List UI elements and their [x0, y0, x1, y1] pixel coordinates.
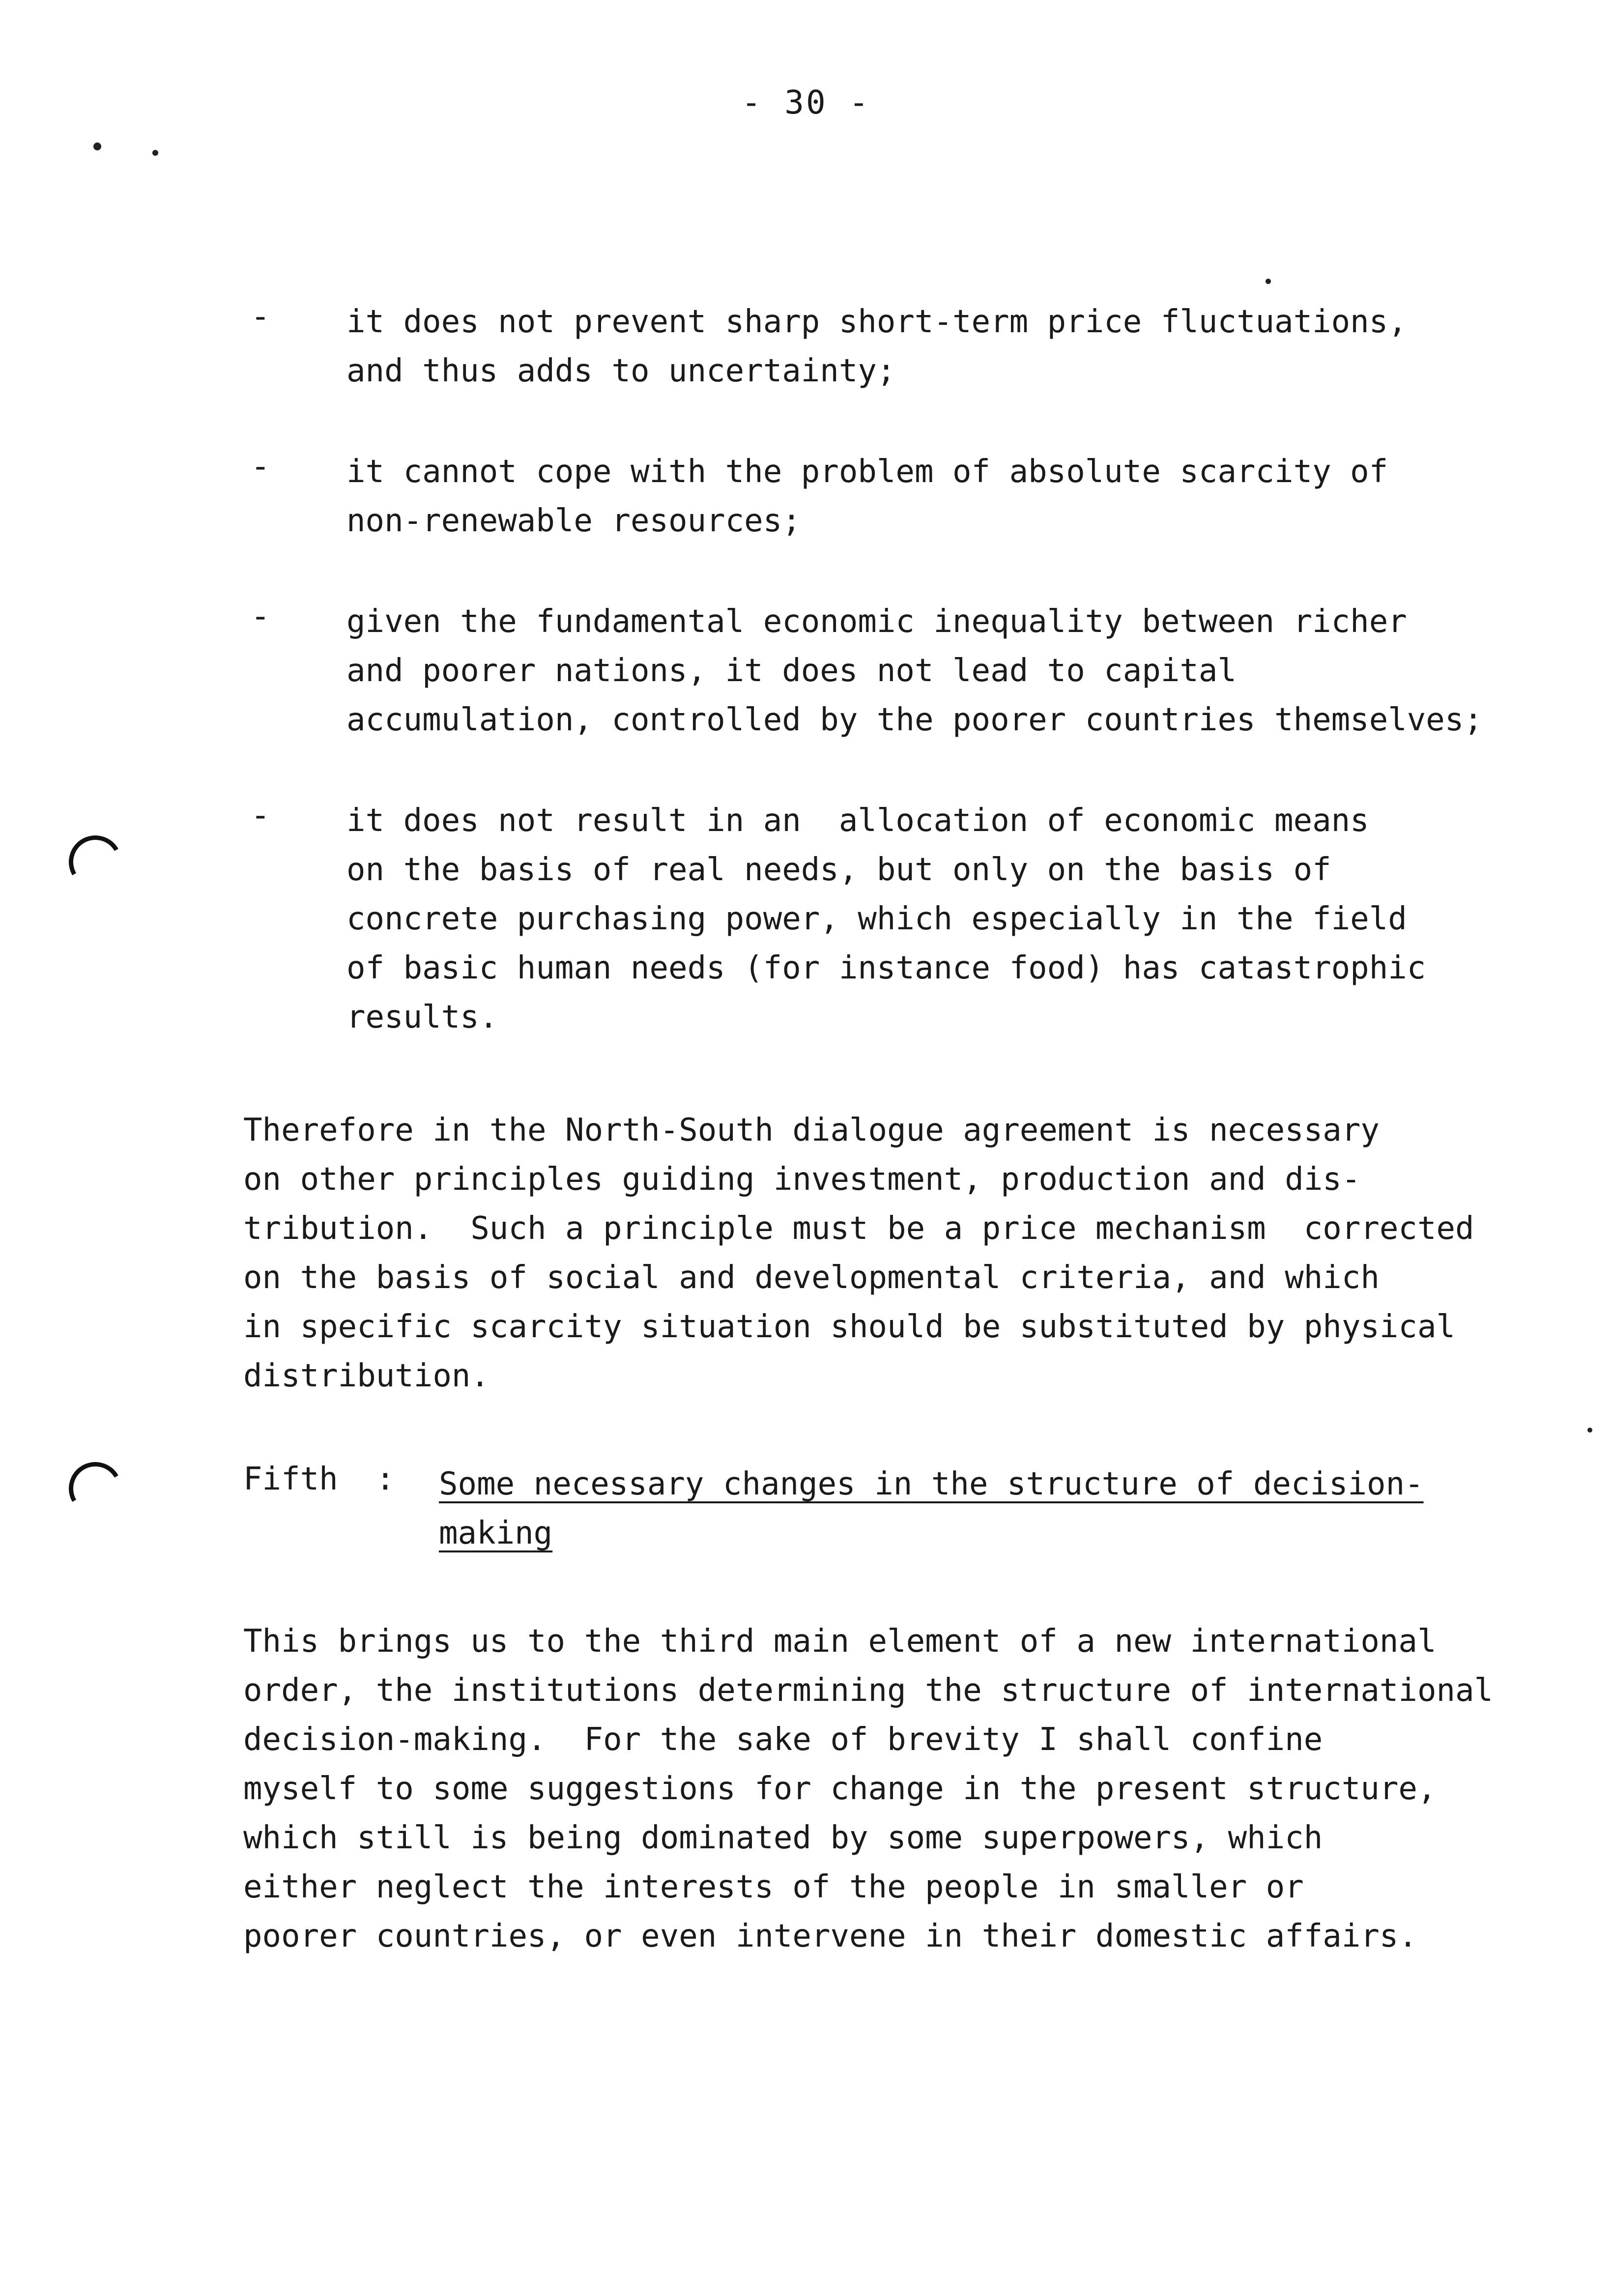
punch-hole-mark — [63, 1456, 128, 1521]
text-line: and poorer nations, it does not lead to capital — [346, 653, 1237, 689]
title-line: Some necessary changes in the structure of decision- — [439, 1466, 1424, 1502]
text-line: it does not result in an allocation of economic means — [346, 803, 1369, 839]
bullet-item-text — [346, 297, 1575, 396]
text-line: Therefore in the North-South dialogue agreement is necessary — [243, 1112, 1380, 1148]
text-line: it cannot cope with the problem of absolute scarcity of — [346, 454, 1388, 490]
text-line: on the basis of social and developmental criteria, and which — [243, 1260, 1380, 1296]
text-line: tribution. Such a principle must be a price mechanism corrected — [243, 1210, 1474, 1247]
page-number: - 30 - — [741, 84, 871, 121]
bullet-dash: - — [251, 796, 270, 834]
scan-speck — [93, 143, 101, 150]
bullet-dash: - — [251, 297, 270, 335]
text-line: which still is being dominated by some superpowers, which — [243, 1820, 1323, 1856]
punch-hole-mark — [63, 830, 128, 894]
section-label: Fifth : — [243, 1461, 395, 1497]
text-line: distribution. — [243, 1358, 489, 1394]
text-line: on other principles guiding investment, production and dis- — [243, 1161, 1361, 1198]
bullet-item-text — [346, 447, 1575, 545]
text-line: decision-making. For the sake of brevity I shall confine — [243, 1722, 1323, 1758]
text-line: non-renewable resources; — [346, 503, 801, 539]
bullet-dash: - — [251, 447, 270, 485]
text-line: either neglect the interests of the people in smaller or — [243, 1869, 1304, 1905]
text-line: results. — [346, 999, 498, 1035]
text-line: accumulation, controlled by the poorer countries themselves; — [346, 702, 1483, 738]
scan-speck — [152, 150, 158, 156]
text-line: order, the institutions determining the structure of international — [243, 1672, 1494, 1709]
text-line: on the basis of real needs, but only on the basis of — [346, 852, 1331, 888]
body-paragraph — [243, 1106, 1580, 1401]
text-line: poorer countries, or even intervene in their domestic affairs. — [243, 1918, 1417, 1954]
text-line: in specific scarcity situation should be substituted by physical — [243, 1309, 1455, 1345]
text-line: it does not prevent sharp short-term price fluctuations, — [346, 304, 1407, 340]
scan-speck — [1266, 279, 1271, 284]
bullet-item-text — [346, 796, 1575, 1042]
text-line: and thus adds to uncertainty; — [346, 353, 896, 389]
section-title — [439, 1460, 1424, 1558]
text-line: concrete purchasing power, which especially in the field — [346, 901, 1407, 937]
bullet-item-text — [346, 597, 1575, 745]
text-line: myself to some suggestions for change in the present structure, — [243, 1771, 1437, 1807]
bullet-dash: - — [251, 597, 270, 635]
text-line: given the fundamental economic inequality between richer — [346, 603, 1407, 640]
title-line: making — [439, 1515, 553, 1551]
body-paragraph — [243, 1617, 1580, 1961]
text-line: This brings us to the third main element of a new international — [243, 1623, 1437, 1660]
text-line: of basic human needs (for instance food) has catastrophic — [346, 950, 1426, 986]
scan-speck — [1587, 1428, 1592, 1433]
